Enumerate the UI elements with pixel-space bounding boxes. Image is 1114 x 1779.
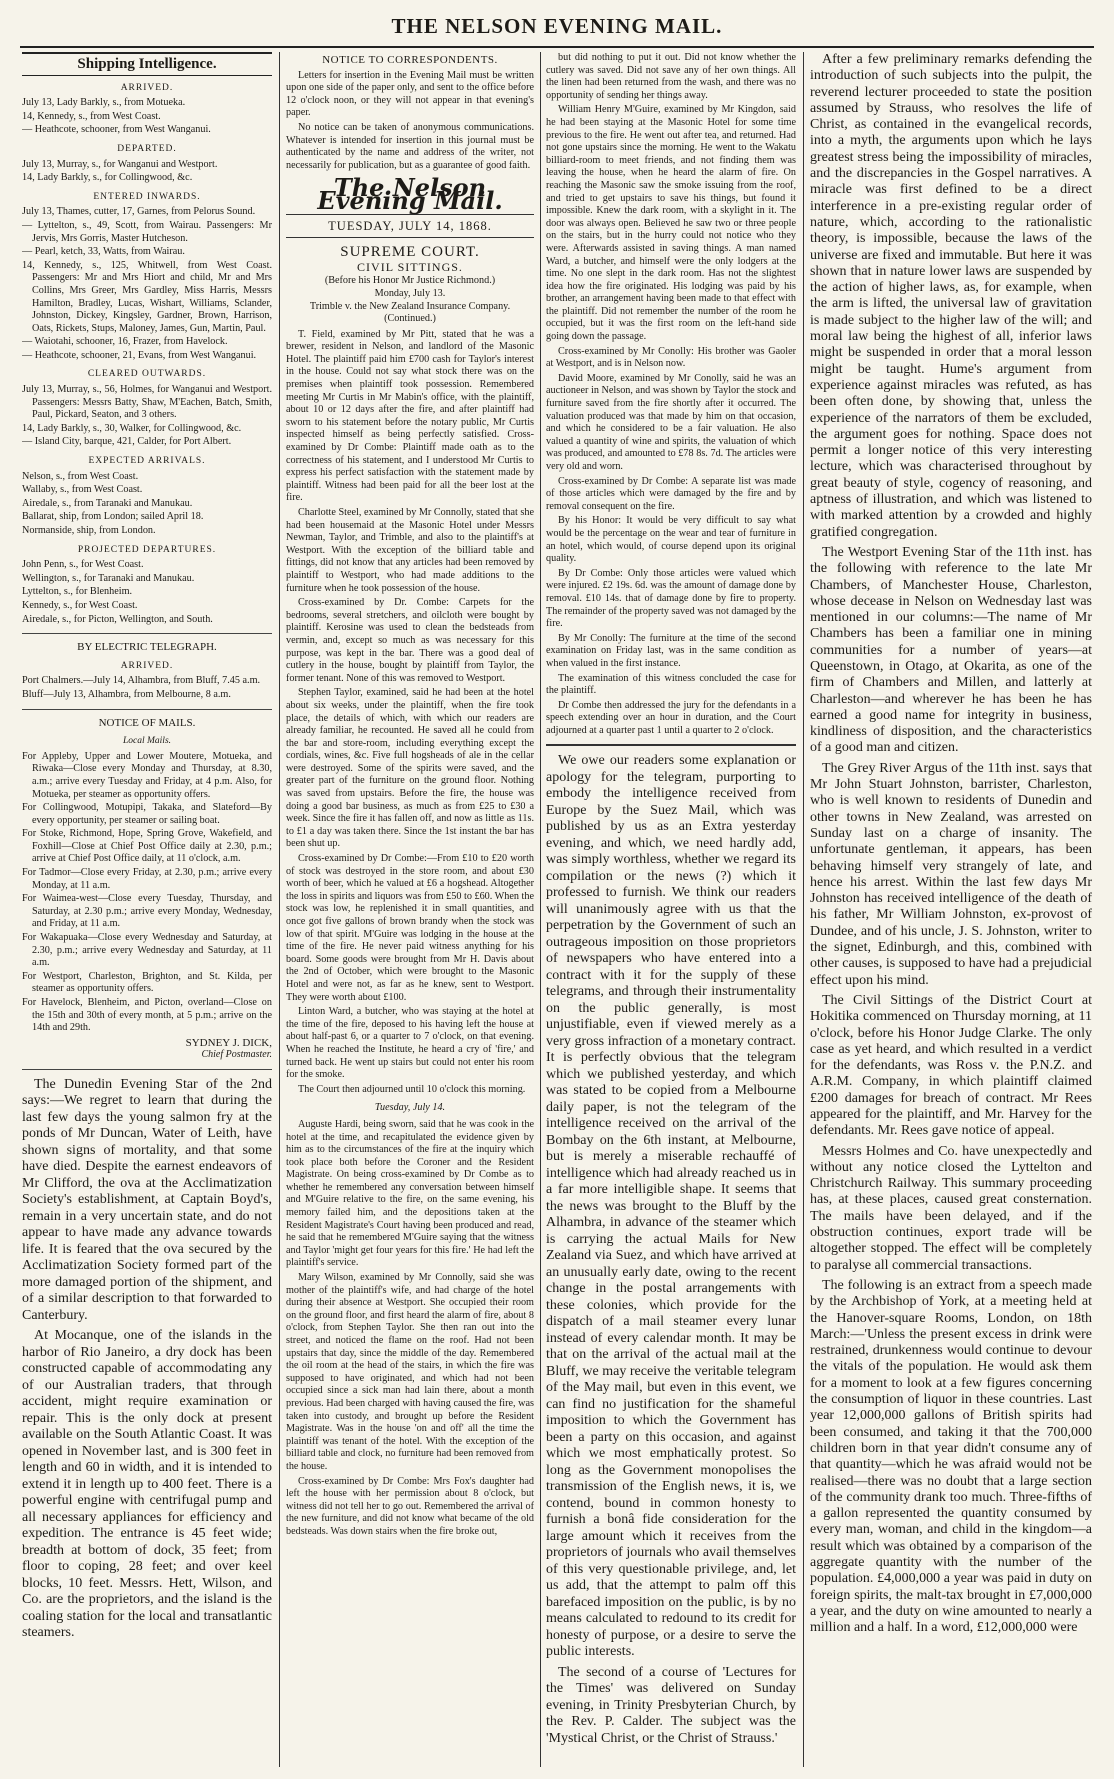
court-report-part-3	[546, 52, 796, 737]
court-continued: (Continued.)	[384, 313, 436, 325]
paragraph: We owe our readers some explanation or apology for the telegram, purporting to embody the intelligence received from Europe by the Suez Mail, which was published by us as an Extra yesterday evening, and which, we need hardly add, was simply worthless, whether we regard its compilation or the news (?) which it professed to furnish. We think our readers will unanimously agree with us that the perpetration by the Government of such an outrageous imposition on those proprietors of newspapers who have entered into a contract with it for the supply of these telegrams, and through their instrumentality on the public generally, is most unjustifiable, even if viewed merely as a very gross infraction of a monetary contract. It is perfectly obvious that the telegram which we published yesterday, and which was stated to be copied from a Melbourne daily paper, is not the telegram of the intelligence received on the arrival of the Bombay on the 6th instant, at Melbourne, but is merely a miserable rechauffé of intelligence which had already reached us in a far more intelligible shape. It seems that the news was brought to the Bluff by the Alhambra, in advance of the steamer which is carrying the actual Mails for New Zealand via Suez, and which have arrived at an unusually early date, owing to the recent change in the postal arrangements with these colonies, which provide for the dispatch of a mail steamer every lunar instead of every calendar month. It may be that on the arrival of the actual mail at the Bluff, we may receive the veritable telegram of the May mail, but even in this event, we can find no justification for the shameful imposition to which the Government has been a party on this occasion, and against which we most emphatically protest. So long as the Government monopolises the transmission of the English news, it is, we contend, bound in common honesty to furnish a bonâ fide consideration for the large amount which it receives from the proprietors of journals who avail themselves of this very questionable privilege, and, let us add, that the attempt to palm off this barefaced imposition on the public, is by no means calculated to redound to its credit for honesty of purpose, or a desire to serve the public interests.	[546, 753, 796, 1660]
paragraph: No notice can be taken of anonymous communications. Whatever is intended for insertion in this journal must be authenticated by the name and address of the writer, not necessarily for publication, but as a guarantee of good faith.	[286, 121, 534, 171]
paragraph: T. Field, examined by Mr Pitt, stated that he was a brewer, resident in Nelson, and landlord of the Masonic Hotel. The plaintiff paid him £700 cash for Taylor's interest in the house. Could not say what stock there was on the premises when plaintiff took possession. Remembered meeting Mr Curtis in Mr Mabin's office, with the plaintiff, about 10 or 12 days after the fire, and after plaintiff had sworn to his statement before the notary public, Mr Curtis inspected himself as being perfectly satisfied. Cross-examined by Dr Combe: Plaintiff made oath as to the correctness of his statement, and I understood Mr Curtis to express his perfect satisfaction with the statement made by plaintiff. Witness had been paid for all the beer lost at the fire.	[286, 328, 534, 504]
court-report-part-2	[286, 1119, 534, 1539]
telegraph-entry: Port Chalmers.—July 14, Alhambra, from Bluff, 7.45 a.m.	[22, 675, 261, 687]
paragraph: The Dunedin Evening Star of the 2nd says:—We regret to learn that during the last few days the young salmon fry at the ponds of Mr Duncan, Water of Leith, have shown signs of mortality, and that some have died. Despite the earnest endeavors of Mr Clifford, the ova at the Acclimatization Society's establishment, at Captain Boyd's, remain in a very uncertain state, and do not appear to have made any advance towards life. It is feared that the ova secured by the Acclimatization Society formed part of the more damaged portion of the shipment, and of a similar description to that forwarded to Canterbury.	[22, 1076, 272, 1323]
shipping-groups	[22, 82, 272, 627]
dateline: TUESDAY, JULY 14, 1868.	[286, 214, 534, 239]
column-2	[286, 52, 534, 1767]
paragraph: Auguste Hardi, being sworn, said that he was cook in the hotel at the time, and recapitulated the evidence given by him as to the circumstances of the fire at the inquiry which took place both before the Coroner and the Resident Magistrate. On being cross-examined by Dr Combe as to whether he remembered any conversation between himself and M'Guire relative to the fire, on the same evening, his memory failed him, and the depositions taken at the Resident Magistrate's Court having been produced and read, he said that he remembered M'Guire saying that the witness and Taylor 'might get four years for this fire.' He had left the plaintiff's service.	[286, 1118, 534, 1269]
shipping-header	[22, 52, 272, 76]
paragraph: Cross-examined by Dr. Combe: Carpets for the bedrooms, several stretchers, and oilcloth were bought by plaintiff. Kerosine was used to clean the bedsteads from vermin, and, except so much as was necessary for this purpose, was kept in the bar. There was a good deal of cutlery in the house, bought by plaintiff from Taylor, the former tenant. None of this was removed to Westport.	[286, 597, 534, 684]
shipping-group-heading: PROJECTED DEPARTURES.	[77, 544, 217, 555]
shipping-group-heading: ENTERED INWARDS.	[93, 191, 201, 202]
paragraph: Messrs Holmes and Co. have unexpectedly and without any notice closed the Lyttelton and Christchurch Railway. This summary proceeding has, at these places, caused great consternation. The mails have been delayed, and if the obstruction continues, export trade will be altogether stopped. The effect will be completely to paralyse all commercial transactions.	[810, 1143, 1092, 1273]
court-report-part-1	[286, 329, 534, 1097]
shipping-entry: — Heathcote, schooner, 21, Evans, from West Wanganui.	[22, 349, 257, 361]
signature: SYDNEY J. DICK,	[185, 1036, 272, 1049]
paragraph: By Dr Combe: Only those articles were valued which were injured. £2 19s. 6d. was the amount of damage done by removal. £10 14s. that of damage done by fire to property. The remainder of the property saved was not damaged by the fire.	[546, 567, 796, 630]
shipping-entry: 14, Lady Barkly, s., 30, Walker, for Collingwood, &c.	[22, 422, 242, 434]
paragraph: Cross-examined by Dr Combe: Mrs Fox's daughter had left the house with her permission about 8 o'clock, but witness did not tell her to go out. Remembered the arrival of the new furniture, and did not know what became of the old bedsteads. Was down stairs when the fire broke out,	[286, 1475, 534, 1537]
shipping-entry: John Penn, s., for West Coast.	[22, 559, 144, 571]
shipping-entry: — Pearl, ketch, 33, Watts, from Wairau.	[22, 246, 185, 258]
column-1	[22, 52, 272, 1767]
shipping-entry: Airedale, s., from Taranaki and Manukau.	[22, 497, 193, 509]
paragraph: After a few preliminary remarks defending the introduction of such subjects into the pulpit, the reverend lecturer proceeded to state the position assumed by Strauss, who resolves the life of Christ, as contained in the evangelical records, into a myth, the arguments upon which he lays greatest stress being the impossibility of miracles, and the discrepancies in the Gospel narratives. A miracle was first defined to be a direct interference in a pre-existing regular order of nature, which, according to the rationalistic theory, is impossible, because the laws of the universe are fixed and immutable. But here it was shown that in nature lower laws are suspended by the action of higher laws, as, for example, when the arm is lifted, the universal law of gravitation is made subject to the higher law of the will; and moral law being the highest of all, inferior laws might be suspended in order that a moral lesson might be taught. Hume's argument from experience against miracles was refuted, as has been often done, by showing that, unless the experience of the narrators of them be excluded, the argument goes for nothing. Space does not permit a longer notice of this very interesting lecture, which was characterised throughout by great beauty of style, cogency of reasoning, and aptness of illustration, and which was listened to with marked attention by a crowded and highly gratified congregation.	[810, 52, 1092, 540]
paragraph: William Henry M'Guire, examined by Mr Kingdon, said he had been staying at the Masonic Hotel for some time previous to the fire. He went out after tea, and returned. Had not gone upstairs since the morning. He went to the Wakatu billiard-room to meet friends, and not finding them was leaving the house, when he heard the alarm of fire. On reaching the Masonic saw the smoke issuing from the roof, and tried to get upstairs to save his things, but found it impossible. Knew the dark room, with a skylight in it. The door was always open. Believed he saw two or three people on the stairs, but in the hurry could not notice who they were. Afterwards assisted in saving things. A man named Ward, a butcher, and himself were the only lodgers at the time. No one slept in the dark room. Has not the slightest idea how the fire originated. His lodging was paid by his brother, an arrangement having been made to that effect with the plaintiff. Did not remember the number of the room he occupied, but it was the first room on the left-hand side going down the passage.	[546, 104, 796, 343]
paper-title: The Nelson Evening Mail.	[317, 173, 503, 215]
paragraph: Mary Wilson, examined by Mr Connolly, said she was mother of the plaintiff's wife, and had charge of the hotel during their absence at Westport. She occupied their room on the ground floor, and first heard the alarm of fire, about 8 o'clock, from Stephen Taylor. She then ran out into the street, and noticed the flame on the roof. Had not been upstairs that day, since the middle of the day. Remembered the oil room at the head of the stairs, in which the fire was supposed to have originated, and which had not been occupied since a sick man had lain there, about a month previous. Had been charged with having caused the fire, was taken into custody, and brought up before the Resident Magistrate. Was in the house 'on and off' all the time the plaintiff was tenant of the hotel. With the exception of the billiard table and clock, no furniture had been removed from the house.	[286, 1272, 534, 1472]
shipping-entry: Ballarat, ship, from London; sailed April 18.	[22, 511, 204, 523]
shipping-entry: — Lyttelton, s., 49, Scott, from Wairau. Passengers: Mr Jervis, Mrs Gorris, Master Hutcheson.	[22, 219, 272, 244]
shipping-entry: — Heathcote, schooner, from West Wanganui.	[22, 124, 211, 136]
paragraph: The Westport Evening Star of the 11th inst. has the following with reference to the late Mr Chambers, of Manchester House, Charleston, whose decease in Nelson on Wednesday last was mentioned in our columns:—The name of Mr Chambers has been a familiar one in mining communities for a number of years—at Queenstown, in Otago, at Okarita, as one of the firm of Chambers and Millen, and latterly at Charleston—and wherever he has been he has earned a good name for integrity in business, kindliness of disposition, and the characteristics of a good man and citizen.	[810, 544, 1092, 756]
court-title: SUPREME COURT.	[340, 244, 480, 261]
mail-entry: For Appleby, Upper and Lower Moutere, Motueka, and Riwaka—Close every Monday and Thursday, at 8.30, a.m.; arrive every Tuesday and Friday, at 4 p.m. Also, for Motueka, per steamer as opportunity offers.	[22, 750, 272, 800]
separator	[546, 744, 796, 746]
paragraph: By Mr Conolly: The furniture at the time of the second examination on Friday last, was in the same condition as when valued in the first instance.	[546, 632, 796, 669]
telegraph-subtitle: ARRIVED.	[120, 660, 174, 671]
notice-title: NOTICE TO CORRESPONDENTS.	[322, 54, 498, 66]
notice-body	[286, 70, 534, 173]
paragraph: Cross-examined by Mr Conolly: His brother was Gaoler at Westport, and is in Nelson now.	[546, 345, 796, 370]
shipping-entry: July 13, Lady Barkly, s., from Motueka.	[22, 97, 186, 109]
paragraph: but did nothing to put it out. Did not know whether the cutlery was saved. Did not save any of her own things. All the linen had been returned from the wash, and there was no opportunity of sending her things away.	[546, 52, 796, 101]
paragraph: Letters for insertion in the Evening Mail must be written upon one side of the paper only, and sent to the office before 12 o'clock noon, or they will not appear in that evening's paper.	[286, 69, 534, 119]
shipping-entry: Normanside, ship, from London.	[22, 525, 156, 536]
shipping-entry: 14, Lady Barkly, s., for Collingwood, &c.	[22, 172, 193, 184]
editorial-articles	[546, 753, 796, 1747]
shipping-entry: Kennedy, s., for West Coast.	[22, 599, 138, 611]
mail-entry: For Tadmor—Close every Friday, at 2.30, p.m.; arrive every Monday, at 11 a.m.	[22, 867, 272, 891]
paragraph: The Court then adjourned until 10 o'clock this morning.	[298, 1083, 526, 1095]
shipping-entry: 14, Kennedy, s., from West Coast.	[22, 110, 161, 122]
paragraph: The following is an extract from a speech made by the Archbishop of York, at a meeting held at the Hanover-square Rooms, London, on 18th March:—'Unless the present excess in drink were restrained, drunkenness would continue to devour the vitals of the population. He would ask them for a moment to look at a few figures concerning the consumption of liquor in these countries. Last year 12,000,000 gallons of British spirits had been consumed, and taking it that the 700,000 children born in that year didn't consume any of that quantity—which he was afraid would not be realised—there was no doubt that a large section of the community drank too much. Three-fifths of a gallon represented the quantity consumed by every man, woman, and child in the kingdom—a result which was obtained by a comparison of the aggregate quantity with the number of the population. £4,000,000 a year was paid in duty on foreign spirits, the malt-tax brought in £7,000,000 a year, and the duty on wine amounted to nearly a million and a half. In a word, £12,000,000 were	[810, 1277, 1092, 1636]
shipping-group-heading: CLEARED OUTWARDS.	[87, 369, 207, 380]
paragraph: Dr Combe then addressed the jury for the defendants in a speech extending over an hour in duration, and the Court adjourned at a quarter past 1 until a quarter to 2 o'clock.	[546, 699, 796, 736]
paragraph: Charlotte Steel, examined by Mr Connolly, stated that she had been housemaid at the Masonic Hotel under Messrs Newman, Taylor, and Trimble, and also to the plaintiff's at Westport. With the exception of the billiard table and fittings, did not know that any articles had been removed by plaintiff to Westport, who had made additions to the furniture when he took possession of the house.	[286, 507, 534, 594]
masthead: THE NELSON EVENING MAIL.	[391, 14, 723, 38]
shipping-entry: — Island City, barque, 421, Calder, for Port Albert.	[22, 436, 232, 448]
telegraph-entry: Bluff—July 13, Alhambra, from Melbourne, 8 a.m.	[22, 688, 231, 700]
shipping-entry: Nelson, s., from West Coast.	[22, 470, 139, 482]
paragraph: The second of a course of 'Lectures for the Times' was delivered on Sunday evening, in Trinity Presbyterian Church, by the Rev. P. Calder. The subject was the 'Mystical Christ, or the Christ of Strauss.'	[546, 1664, 796, 1746]
masthead-rule	[20, 46, 1094, 48]
separator	[22, 633, 272, 634]
column-divider	[540, 52, 541, 1767]
paragraph: The Civil Sittings of the District Court at Hokitika commenced on Thursday morning, at 11 o'clock, before his Honor Judge Clarke. The only case as yet heard, and which resulted in a verdict for the defendants, was Ross v. the P.N.Z. and A.R.M. Company, in which plaintiff claimed £200 damages for breach of contract. Mr Rees appeared for the plaintiff, and Mr. Harvey for the defendants. Mr. Rees gave notice of appeal.	[810, 992, 1092, 1139]
paragraph: Cross-examined by Dr Combe: A separate list was made of those articles which were damaged by the fire and by removal consequent on the fire.	[546, 475, 796, 512]
column-4	[810, 52, 1092, 1767]
paragraph: At Mocanque, one of the islands in the harbor of Rio Janeiro, a dry dock has been constructed capable of accommodating any of our Australian traders, that through accident, might require examination or repair. This is the only dock at present available on the South Atlantic Coast. It was opened in November last, and is 300 feet in length and 60 in width, and it is intended to extend it in length up to 400 feet. There is a powerful engine with centrifugal pump and all necessary appliances for efficiency and expedition. The entrance is 45 feet wide; breadth at bottom of dock, 35 feet; from floor to coping, 28 feet; and over keel blocks, 10 feet. Messrs. Hett, Wilson, and Co. are the proprietors, and the island is the coaling station for the local and transatlantic steamers.	[22, 1328, 272, 1641]
paragraph: David Moore, examined by Mr Conolly, said he was an auctioneer in Nelson, and was shown by Taylor the stock and furniture saved from the fire shortly after it occurred. The valuation produced was that made by him on that occasion, and which he considered to be a fair valuation. He also valued a quantity of wine and spirits, the valuation of which was produced, and amounted to £78 8s. 7d. The articles were very old and worn.	[546, 372, 796, 472]
mail-entry: For Stoke, Richmond, Hope, Spring Grove, Wakefield, and Foxhill—Close at Chief Post Office daily at 2.30, p.m.; arrive at Chief Post Office daily, at 11 o'clock, a.m.	[22, 828, 272, 865]
paragraph: Cross-examined by Dr Combe:—From £10 to £20 worth of stock was destroyed in the store room, and about £30 worth of beer, which he valued at £6 a hogshead. Altogether the loss in spirits and liquors was from £50 to £60. When the stock was low, he replenished it in small quantities, and once got five gallons of brown brandy when the stock was low of that spirit. M'Guire was lodging in the house at the time of the fire. He never paid witness anything for his board. Some goods were brought from Mr H. Davis about the 2nd of October, which were brought to the Masonic Hotel and were not, as far as he knew, sent to Westport. They were worth about £100.	[286, 853, 534, 1003]
paragraph: Stephen Taylor, examined, said he had been at the hotel about six weeks, under the plaintiff, when the fire took place, the details of which, with which our readers are already familiar, he recounted. He saved all he could from the bar and store-room, including everything except the cordials, wines, &c. Five full hogsheads of ale in the cellar were destroyed. Some of the spirits were saved, and the greater part of the furniture on the ground floor. Nothing was saved from upstairs. Before the fire, the house was doing a good bar business, as much as from £25 to £30 a week. Since the fire it has fallen off, and now as little as 11s. to £1 a day was taken there. Since the 1st instant the bar has been shut up.	[286, 687, 534, 850]
telegraph-title: BY ELECTRIC TELEGRAPH.	[77, 641, 217, 654]
shipping-entry: July 13, Murray, s., 56, Holmes, for Wanganui and Westport. Passengers: Messrs Batty, Shaw, M'Eachen, Batch, Smith, Paul, Pickard, Seaton, and 3 others.	[22, 384, 272, 421]
court-day: Monday, July 13.	[374, 287, 446, 299]
mail-entry: For Collingwood, Motupipi, Takaka, and Slateford—By every opportunity, per steamer or sailing boat.	[22, 802, 272, 826]
column-divider	[803, 52, 804, 1767]
paragraph: The examination of this witness concluded the case for the plaintiff.	[546, 672, 796, 697]
shipping-entry: July 13, Murray, s., for Wanganui and Westport.	[22, 158, 218, 170]
paragraph: The Grey River Argus of the 11th inst. says that Mr John Stuart Johnston, barrister, Charleston, who is well known to residents of Dunedin and other towns in New Zealand, was arrested on Sunday last on a charge of insanity. The unfortunate gentleman, it appears, has been behaving himself very strangely of late, and hence his arrest. Within the last few days Mr Johnston has received intelligence of the death of his father, Mr William Johnston, ex-provost of Dundee, and of his uncle, J. S. Johnston, writer to the signet, Edinburgh, and this, combined with other causes, is supposed to have had a prejudicial effect upon his mind.	[810, 760, 1092, 988]
shipping-entry: Lyttelton, s., for Blenheim.	[22, 586, 133, 598]
mail-entry: For Havelock, Blenheim, and Picton, overland—Close on the 15th and 30th of every month, at 5 p.m.; arrive on the 14th and 29th.	[22, 997, 272, 1034]
column-divider	[279, 52, 280, 1767]
court-case: Trimble v. the New Zealand Insurance Company.	[309, 300, 511, 312]
shipping-entry: Wallaby, s., from West Coast.	[22, 484, 143, 496]
shipping-entry: 14, Kennedy, s., 125, Whitwell, from West Coast. Passengers: Mr and Mrs Hiort and child, Mr and Mrs Collins, Mrs Greer, Mrs Gardley, Miss Harris, Messrs Hamilton, Bradley, Lucas, Wishart, Williams, Sclander, Johnston, Dickey, Kingsley, Gardner, Brown, Harrison, Oats, Rickets, Stups, Maloney, James, Gun, Martin, Paul.	[22, 259, 272, 334]
shipping-entry: Airedale, s., for Picton, Wellington, and South.	[22, 613, 213, 625]
column-4-articles	[810, 52, 1092, 1637]
shipping-entry: — Waiotahi, schooner, 16, Frazer, from Havelock.	[22, 336, 228, 348]
shipping-group-heading: ARRIVED.	[120, 82, 174, 93]
section-title: Shipping Intelligence.	[77, 56, 217, 72]
mail-entry: For Westport, Charleston, Brighton, and St. Kilda, per steamer as opportunity offers.	[22, 970, 272, 995]
mails-list	[22, 751, 272, 1035]
paragraph: By his Honor: It would be very difficult to say what would be the percentage on the wear and tear of furniture in an hotel, which would, of course depend upon its original quality.	[546, 515, 796, 565]
separator	[22, 1069, 272, 1070]
court-subtitle: CIVIL SITTINGS.	[357, 259, 463, 274]
separator	[22, 709, 272, 710]
shipping-entry: July 13, Thames, cutter, 17, Garnes, from Pelorus Sound.	[22, 206, 256, 218]
shipping-group-heading: EXPECTED ARRIVALS.	[88, 456, 206, 467]
column-1-articles	[22, 1077, 272, 1642]
mail-entry: For Wakapuaka—Close every Wednesday and Saturday, at 2.30, p.m.; arrive every Wednesday and Saturday, at 11 a.m.	[22, 932, 272, 969]
shipping-entry: Wellington, s., for Taranaki and Manukau.	[22, 572, 195, 584]
mails-title: NOTICE OF MAILS.	[98, 716, 196, 729]
court-judge: (Before his Honor Mr Justice Richmond.)	[324, 275, 496, 287]
column-3	[546, 52, 796, 1767]
court-day-2: Tuesday, July 14.	[374, 1102, 446, 1114]
signature-title: Chief Postmaster.	[201, 1049, 272, 1061]
telegraph-list	[22, 675, 272, 701]
mails-subtitle: Local Mails.	[122, 736, 172, 747]
shipping-group-heading: DEPARTED.	[117, 143, 177, 154]
paragraph: Linton Ward, a butcher, who was staying at the hotel at the time of the fire, deposed to his having left the house at about half-past 6, or a quarter to 7 o'clock, on that evening. When he reached the Institute, he heard a cry of 'fire,' and turned back. He went up stairs but could not enter his room for the smoke.	[286, 1006, 534, 1081]
mail-entry: For Waimea-west—Close every Tuesday, Thursday, and Saturday, at 2.30 p.m.; arrive every Monday, Wednesday, and Friday, at 11 a.m.	[22, 893, 272, 930]
